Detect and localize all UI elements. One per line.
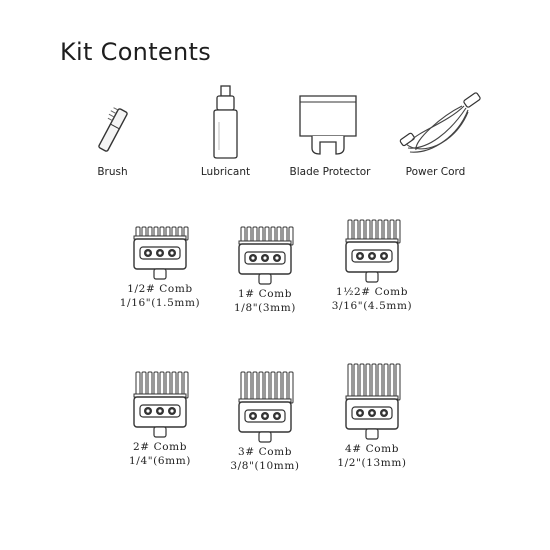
comb-guard-icon: [130, 370, 190, 440]
comb-name: 1# Comb: [237, 288, 293, 300]
comb-name: 1½2# Comb: [335, 286, 409, 298]
comb-name: 1/2# Comb: [127, 283, 193, 295]
accessory-lubricant: [188, 0, 263, 190]
accessory-label: Blade Protector: [289, 166, 371, 178]
lubricant-bottle-icon: [188, 82, 263, 162]
comb-guard-icon: [342, 362, 402, 442]
comb-size: 1/4"(6mm): [129, 455, 191, 467]
accessory-label: Brush: [97, 166, 128, 178]
comb-name: 3# Comb: [237, 446, 293, 458]
comb-guard-icon: [130, 225, 190, 282]
brush-icon: [75, 100, 150, 160]
accessory-label: Power Cord: [405, 166, 466, 178]
comb-guard: [307, 362, 437, 470]
comb-size: 1/8"(3mm): [234, 302, 296, 314]
accessory-brush: [75, 0, 150, 190]
comb-name: 4# Comb: [344, 443, 400, 455]
comb-size: 1/2"(13mm): [337, 457, 407, 469]
accessory-blade-protector: [280, 0, 380, 190]
accessory-label: Lubricant: [200, 166, 251, 178]
comb-size: 3/16"(4.5mm): [331, 300, 413, 312]
comb-guard: [307, 218, 437, 313]
power-cord-icon: [398, 92, 488, 162]
accessory-power-cord: [398, 0, 473, 190]
comb-guard-icon: [235, 370, 295, 445]
comb-size: 3/8"(10mm): [230, 460, 300, 472]
comb-name: 2# Comb: [132, 441, 188, 453]
comb-size: 1/16"(1.5mm): [119, 297, 201, 309]
comb-guard-icon: [342, 218, 402, 285]
comb-guard-icon: [235, 225, 295, 287]
blade-protector-icon: [280, 92, 380, 162]
page-title: Kit Contents: [60, 38, 211, 66]
